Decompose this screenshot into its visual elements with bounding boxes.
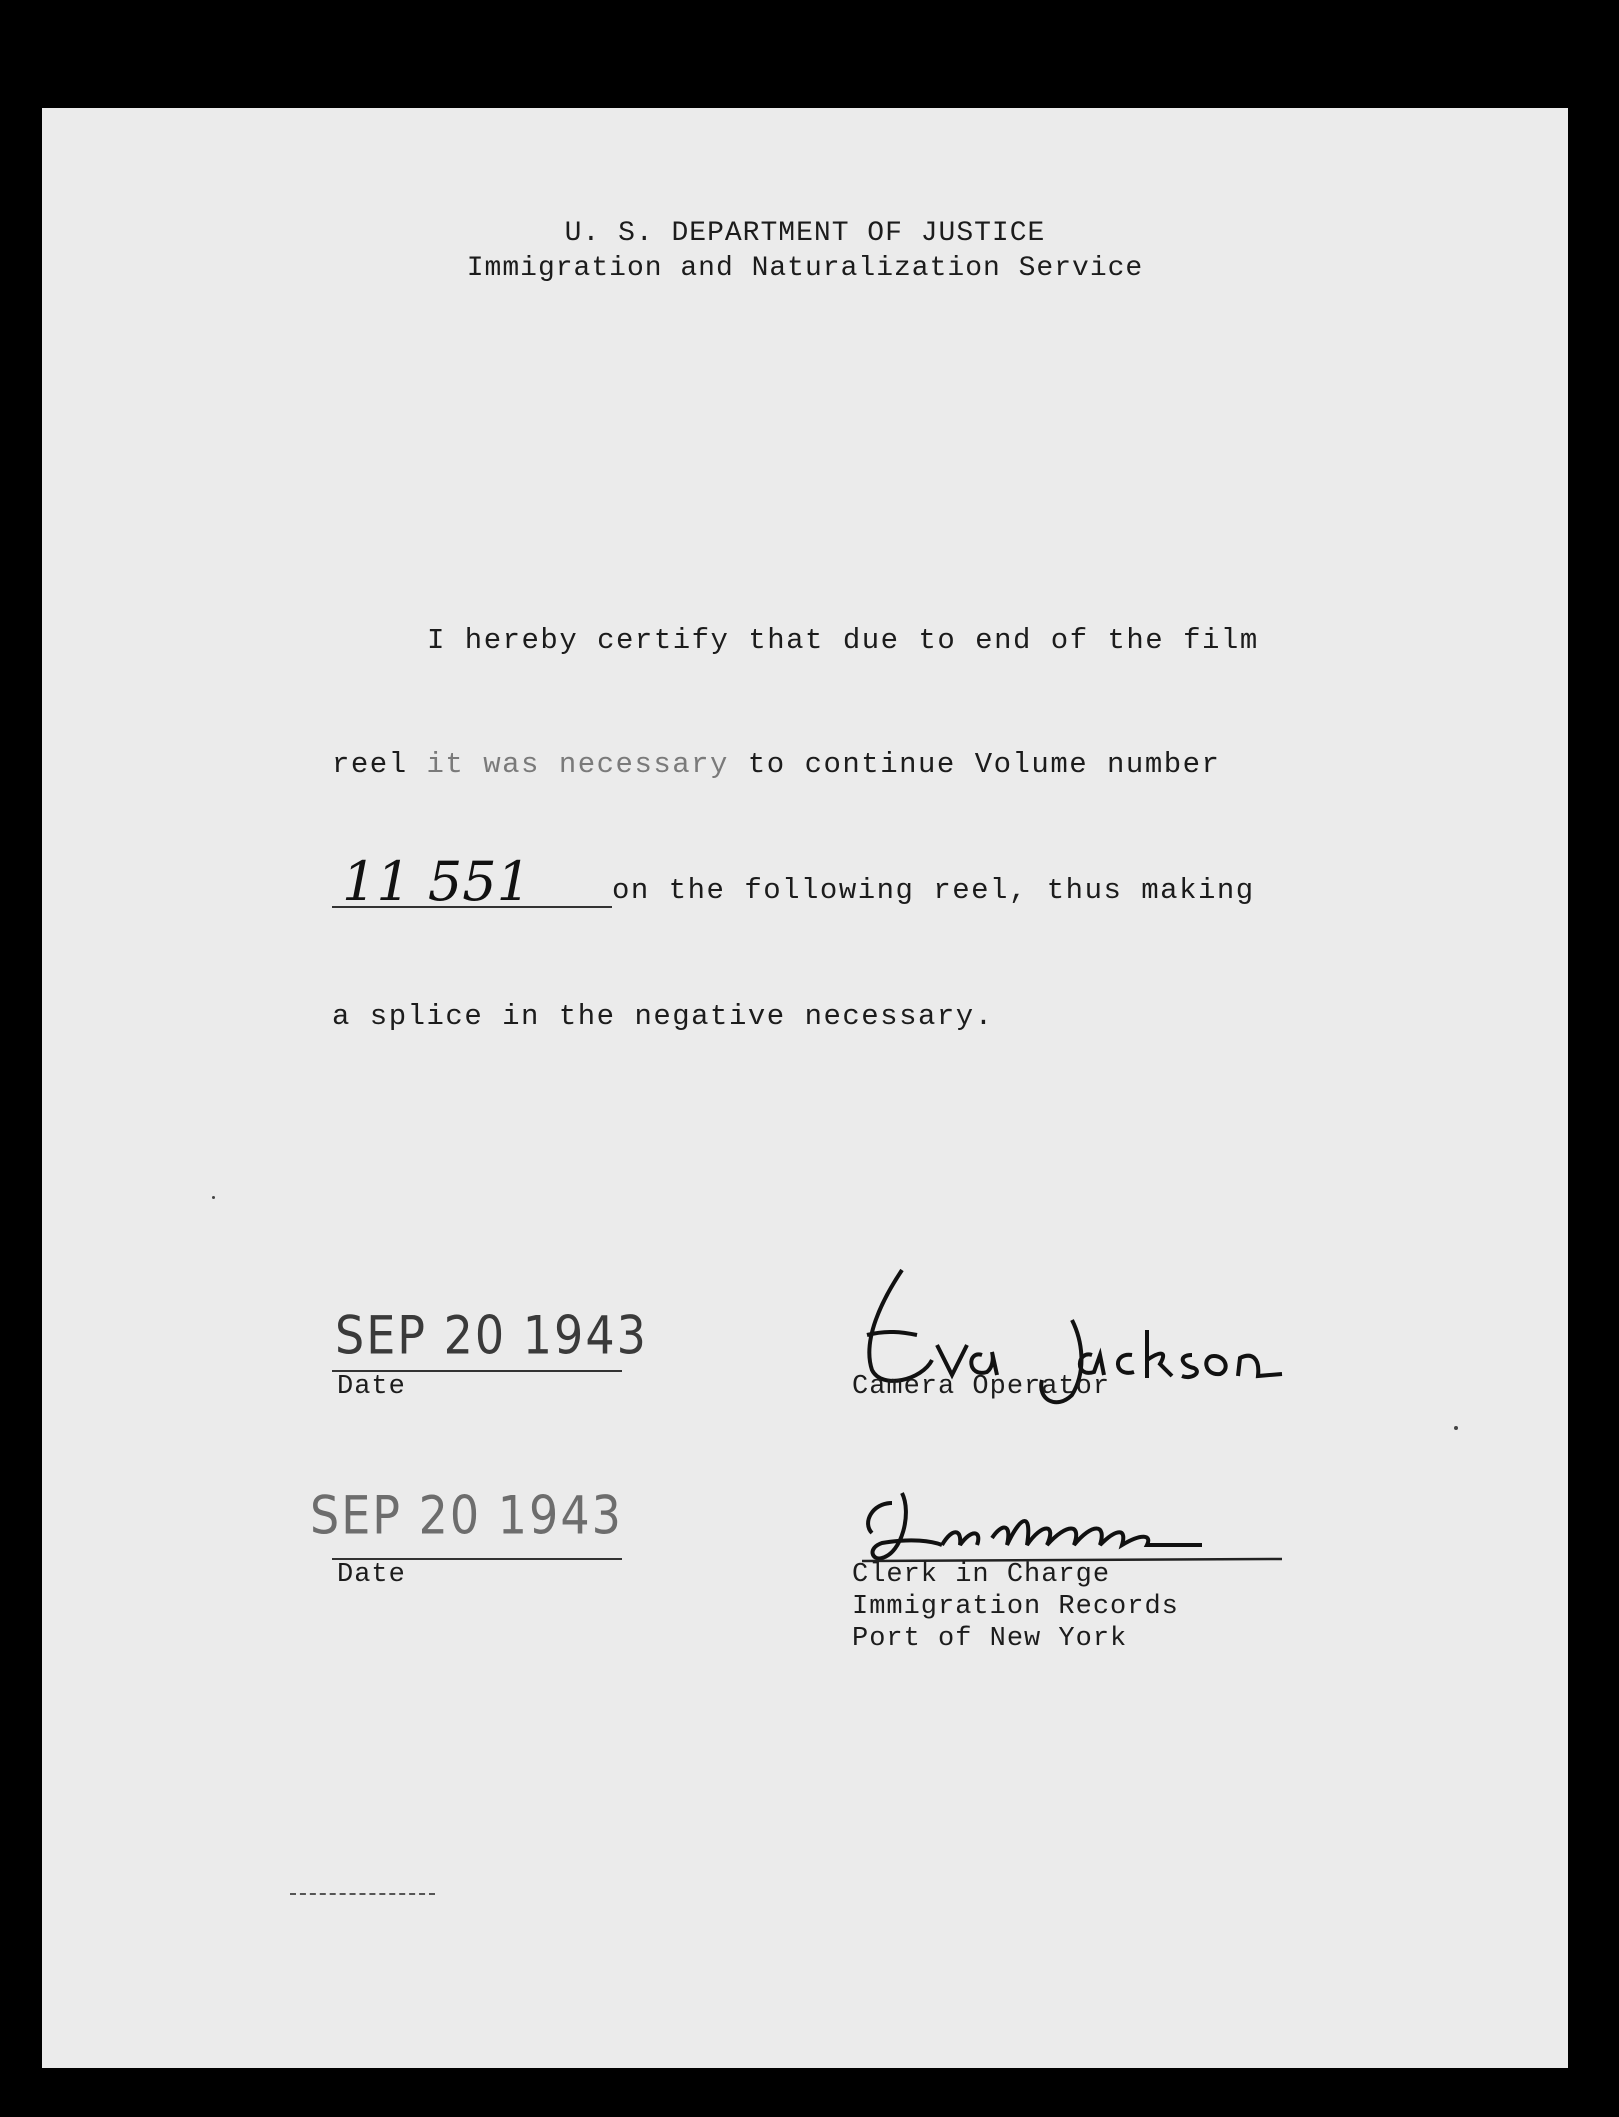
speck — [1454, 1426, 1458, 1430]
certification-line-4: a splice in the negative necessary. — [332, 1000, 994, 1033]
role-label-1: Camera Operator — [852, 1372, 1111, 1402]
volume-number-handwritten: 11 551 — [342, 850, 531, 913]
department-title: U. S. DEPARTMENT OF JUSTICE — [564, 218, 1046, 249]
date-stamp-1: SEP 20 1943 — [335, 1303, 648, 1367]
certification-line-2-end: to continue Volume number — [728, 748, 1221, 781]
clerk-signature — [842, 1483, 1322, 1568]
certification-line-3: on the following reel, thus making — [612, 874, 1255, 907]
clerk-role-line-1: Clerk in Charge — [852, 1560, 1111, 1590]
certification-line-2-start: reel — [332, 748, 427, 781]
certification-line-2-faded: it was necessary — [426, 748, 729, 781]
clerk-role-line-3: Port of New York — [852, 1624, 1128, 1654]
volume-number-blank — [332, 906, 612, 908]
service-subtitle: Immigration and Naturalization Service — [466, 253, 1144, 284]
date-label-2: Date — [337, 1560, 406, 1590]
date-label-1: Date — [337, 1372, 406, 1402]
speck — [212, 1196, 215, 1199]
date-stamp-2: SEP 20 1943 — [310, 1483, 623, 1547]
document-page — [42, 108, 1568, 2068]
stray-mark — [290, 1893, 435, 1895]
certification-line-2 — [332, 748, 1220, 781]
clerk-role-line-2: Immigration Records — [852, 1592, 1179, 1622]
certification-line-1: I hereby certify that due to end of the film — [427, 624, 1259, 657]
